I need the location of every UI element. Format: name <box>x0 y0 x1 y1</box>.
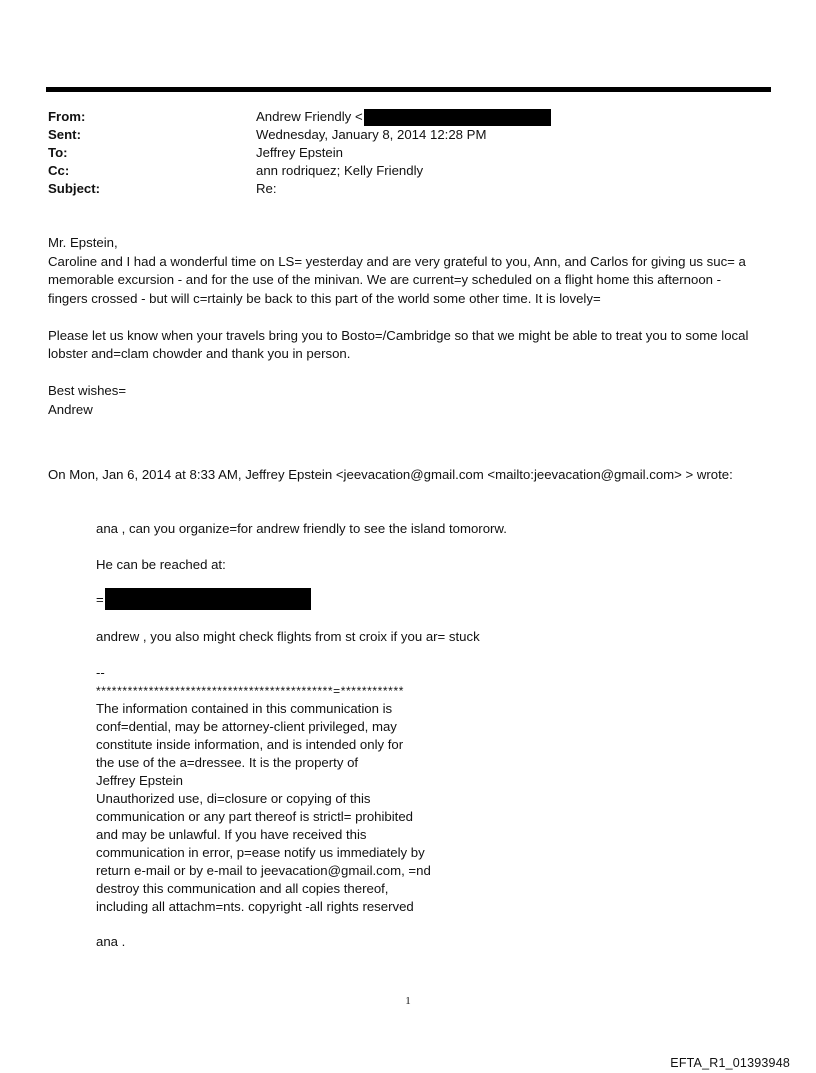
disclaimer-line: including all attachm=nts. copyright -all rights reserved <box>96 899 414 914</box>
subject-label: Subject: <box>48 181 101 196</box>
message-body <box>48 234 778 419</box>
body-line: Please let us know when your travels bring you to Bosto=/Cambridge so that we might be able to treat you to some local <box>48 327 749 343</box>
disclaimer-line: The information contained in this communication is <box>96 701 393 716</box>
blank-line <box>48 308 778 327</box>
body-line: memorable excursion - and for the use of the minivan. We are current=y scheduled on a flight home this afternoon - <box>48 272 722 287</box>
disclaimer-line: return e-mail or by e-mail to jeevacation@gmail.com, =nd <box>96 863 431 878</box>
sig-dashes: -- <box>96 665 105 680</box>
sent-label: Sent: <box>48 127 81 142</box>
body-line: Caroline and I had a wonderful time on LS= yesterday and are very grateful to you, Ann, and Carlos for giving us suc= a <box>48 253 746 269</box>
quoted-line-1: ana , can you organize=for andrew friendly to see the island tomororw. <box>96 521 507 536</box>
page-number: 1 <box>405 995 411 1007</box>
greeting: Mr. Epstein, <box>48 235 118 250</box>
sent-value: Wednesday, January 8, 2014 12:28 PM <box>256 127 487 142</box>
blank-line <box>48 364 778 383</box>
redaction-box <box>364 109 551 126</box>
redacted-contact <box>96 591 696 610</box>
from-name: Andrew Friendly < <box>256 109 363 124</box>
body-line: lobster and=clam chowder and thank you in person. <box>48 346 351 361</box>
disclaimer-line: and may be unlawful. If you have received this <box>96 827 367 842</box>
cc-value: ann rodriquez; Kelly Friendly <box>256 163 424 178</box>
redacted-prefix: = <box>96 592 104 607</box>
to-value: Jeffrey Epstein <box>256 145 343 160</box>
closing: ana . <box>96 934 126 949</box>
quote-intro: On Mon, Jan 6, 2014 at 8:33 AM, Jeffrey Epstein <jeevacation@gmail.com <mailto:jeevacation@gmail.com> > wrote: <box>48 467 733 482</box>
quoted-line-3: andrew , you also might check flights from st croix if you ar= stuck <box>96 629 480 644</box>
disclaimer-line: Unauthorized use, di=closure or copying of this <box>96 791 371 806</box>
disclaimer-line: communication or any part thereof is strictl= prohibited <box>96 809 414 824</box>
disclaimer-line: Jeffrey Epstein <box>96 773 183 788</box>
body-line: fingers crossed - but will c=rtainly be back to this part of the world some other time. It is lovely= <box>48 290 601 306</box>
disclaimer-line: destroy this communication and all copies thereof, <box>96 881 389 896</box>
redaction-box <box>105 588 311 610</box>
signature-block <box>96 664 696 916</box>
header-rule <box>46 87 771 92</box>
quoted-line-2: He can be reached at: <box>96 557 226 572</box>
document-id: EFTA_R1_01393948 <box>670 1056 790 1070</box>
cc-label: Cc: <box>48 163 70 178</box>
disclaimer-line: the use of the a=dressee. It is the property of <box>96 755 359 770</box>
disclaimer-line: communication in error, p=ease notify us immediately by <box>96 845 425 860</box>
from-label: From: <box>48 109 86 124</box>
stars-line: *********************************************=************ <box>96 684 404 698</box>
from-value <box>256 107 551 126</box>
to-label: To: <box>48 145 68 160</box>
subject-value: Re: <box>256 181 277 196</box>
signoff: Best wishes= <box>48 383 127 398</box>
disclaimer-line: conf=dential, may be attorney-client privileged, may <box>96 719 397 734</box>
signature: Andrew <box>48 401 93 417</box>
disclaimer-line: constitute inside information, and is intended only for <box>96 737 404 752</box>
